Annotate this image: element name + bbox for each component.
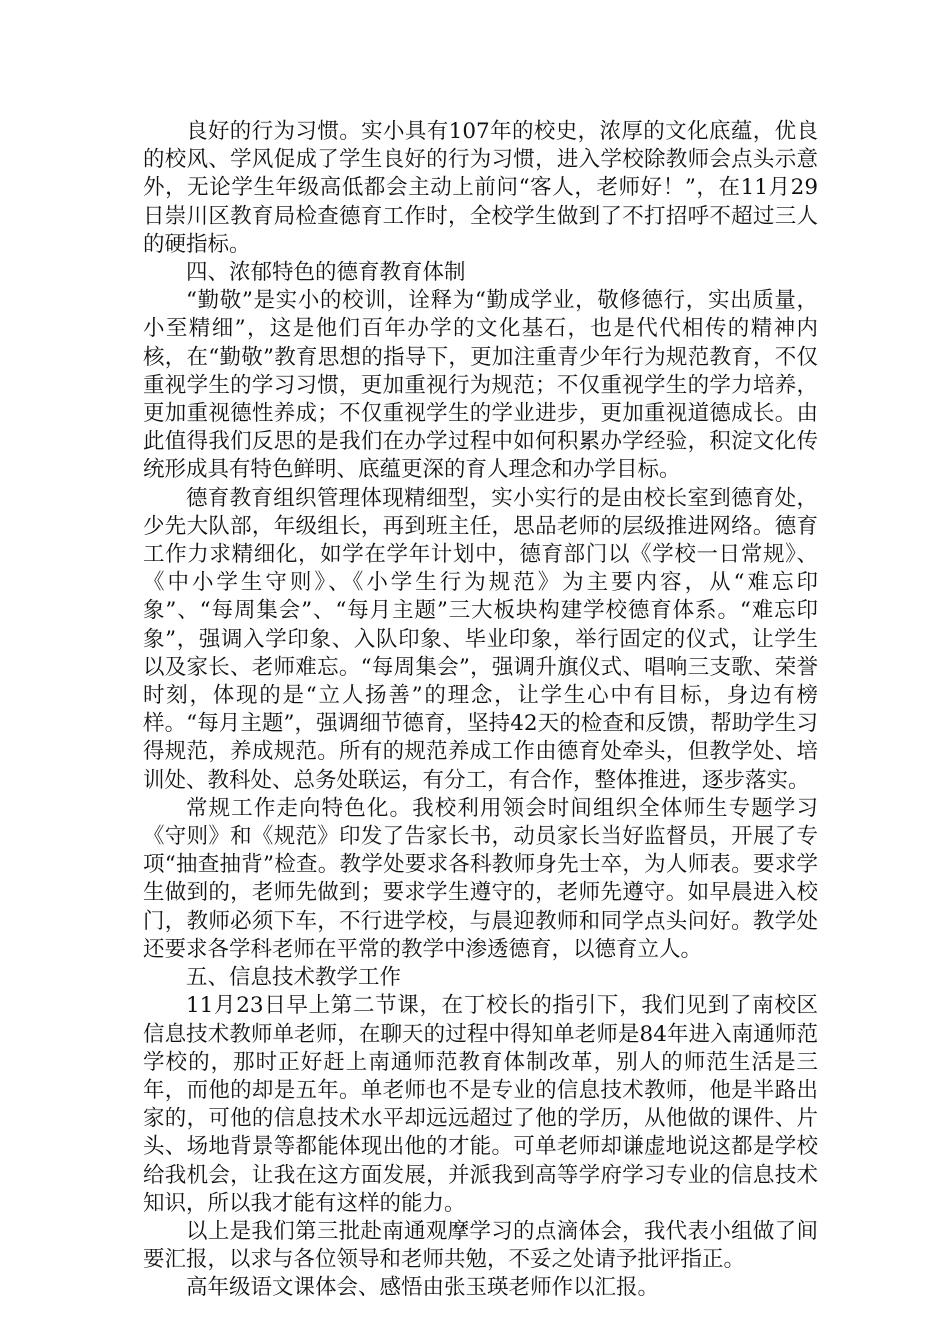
paragraph-summary: 以上是我们第三批赴南通观摩学习的点滴体会，我代表小组做了间要汇报，以求与各位领导和老师共勉，不妥之处请予批评指正。	[143, 1218, 818, 1273]
section-heading-moral-education: 四、浓郁特色的德育教育体制	[186, 260, 466, 286]
paragraph-moral-management: 德育教育组织管理体现精细型，实小实行的是由校长室到德育处，少先大队部，年级组长，再到班主任，思品老师的层级推进网络。德育工作力求精细化，如学在学年计划中，德育部门以《学校一日常规》、《中小学生守则》、《小学生行为规范》为主要内容，从“难忘印象”、“每周集会”、“每月主题”三大板块构建学校德育体系。“难忘印象”，强调入学印象、入队印象、毕业印象，举行固定的仪式，让学生以及家长、老师难忘。“每周集会”，强调升旗仪式、唱响三支歌、荣誉时刻，体现的是“立人扬善”的理念，让学生心中有目标，身边有榜样。“每月主题”，强调细节德育，坚持42天的检查和反馈，帮助学生习得规范，养成规范。所有的规范养成工作由德育处牵头，但教学处、培训处、教科处、总务处联运，有分工，有合作，整体推进，逐步落实。	[143, 485, 818, 793]
paragraph-closing: 高年级语文课体会、感悟由张玉瑛老师作以汇报。	[186, 1275, 660, 1301]
section-heading-it-teaching: 五、信息技术教学工作	[186, 965, 402, 991]
paragraph-it-teacher: 11月23日早上第二节课，在丁校长的指引下，我们见到了南校区信息技术教师单老师，在聊天的过程中得知单老师是84年进入南通师范学校的，那时正好赶上南通师范教育体制改革，别人的师范生活是三年，而他的却是五年。单老师也不是专业的信息技术教师，他是半路出家的，可他的信息技术水平却远远超过了他的学历，从他做的课件、片头、场地背景等都能体现出他的才能。可单老师却谦虚地说这都是学校给我机会，让我在这方面发展，并派我到高等学府学习专业的信息技术知识，所以我才能有这样的能力。	[143, 993, 818, 1216]
paragraph-school-motto: “勤敬”是实小的校训，诠释为“勤成学业，敬修德行，实出质量，小至精细”，这是他们百年办学的文化基石，也是代代相传的精神内核，在“勤敬”教育思想的指导下，更加注重青少年行为规范教育，不仅重视学生的学习习惯，更加重视行为规范；不仅重视学生的学力培养，更加重视德性养成；不仅重视学生的学业进步，更加重视道德成长。由此值得我们反思的是我们在办学过程中如何积累办学经验，积淀文化传统形成具有特色鲜明、底蕴更深的育人理念和办学目标。	[143, 288, 818, 483]
paragraph-behavior-habits: 良好的行为习惯。实小具有107年的校史，浓厚的文化底蕴，优良的校风、学风促成了学生良好的行为习惯，进入学校除教师会点头示意外，无论学生年级高低都会主动上前问“客人，老师好！”，在11月29日崇川区教育局检查德育工作时，全校学生做到了不打招呼不超过三人的硬指标。	[143, 119, 818, 257]
document-page	[143, 118, 818, 1303]
paragraph-routine-work: 常规工作走向特色化。我校利用领会时间组织全体师生专题学习《守则》和《规范》印发了告家长书，动员家长当好监督员，开展了专项“抽查抽背”检查。教学处要求各科教师身先士卒，为人师表。要求学生做到的，老师先做到；要求学生遵守的，老师先遵守。如早晨进入校门，教师必须下车，不行进学校，与晨迎教师和同学点头问好。教学处还要求各学科老师在平常的教学中渗透德育，以德育立人。	[143, 795, 818, 962]
